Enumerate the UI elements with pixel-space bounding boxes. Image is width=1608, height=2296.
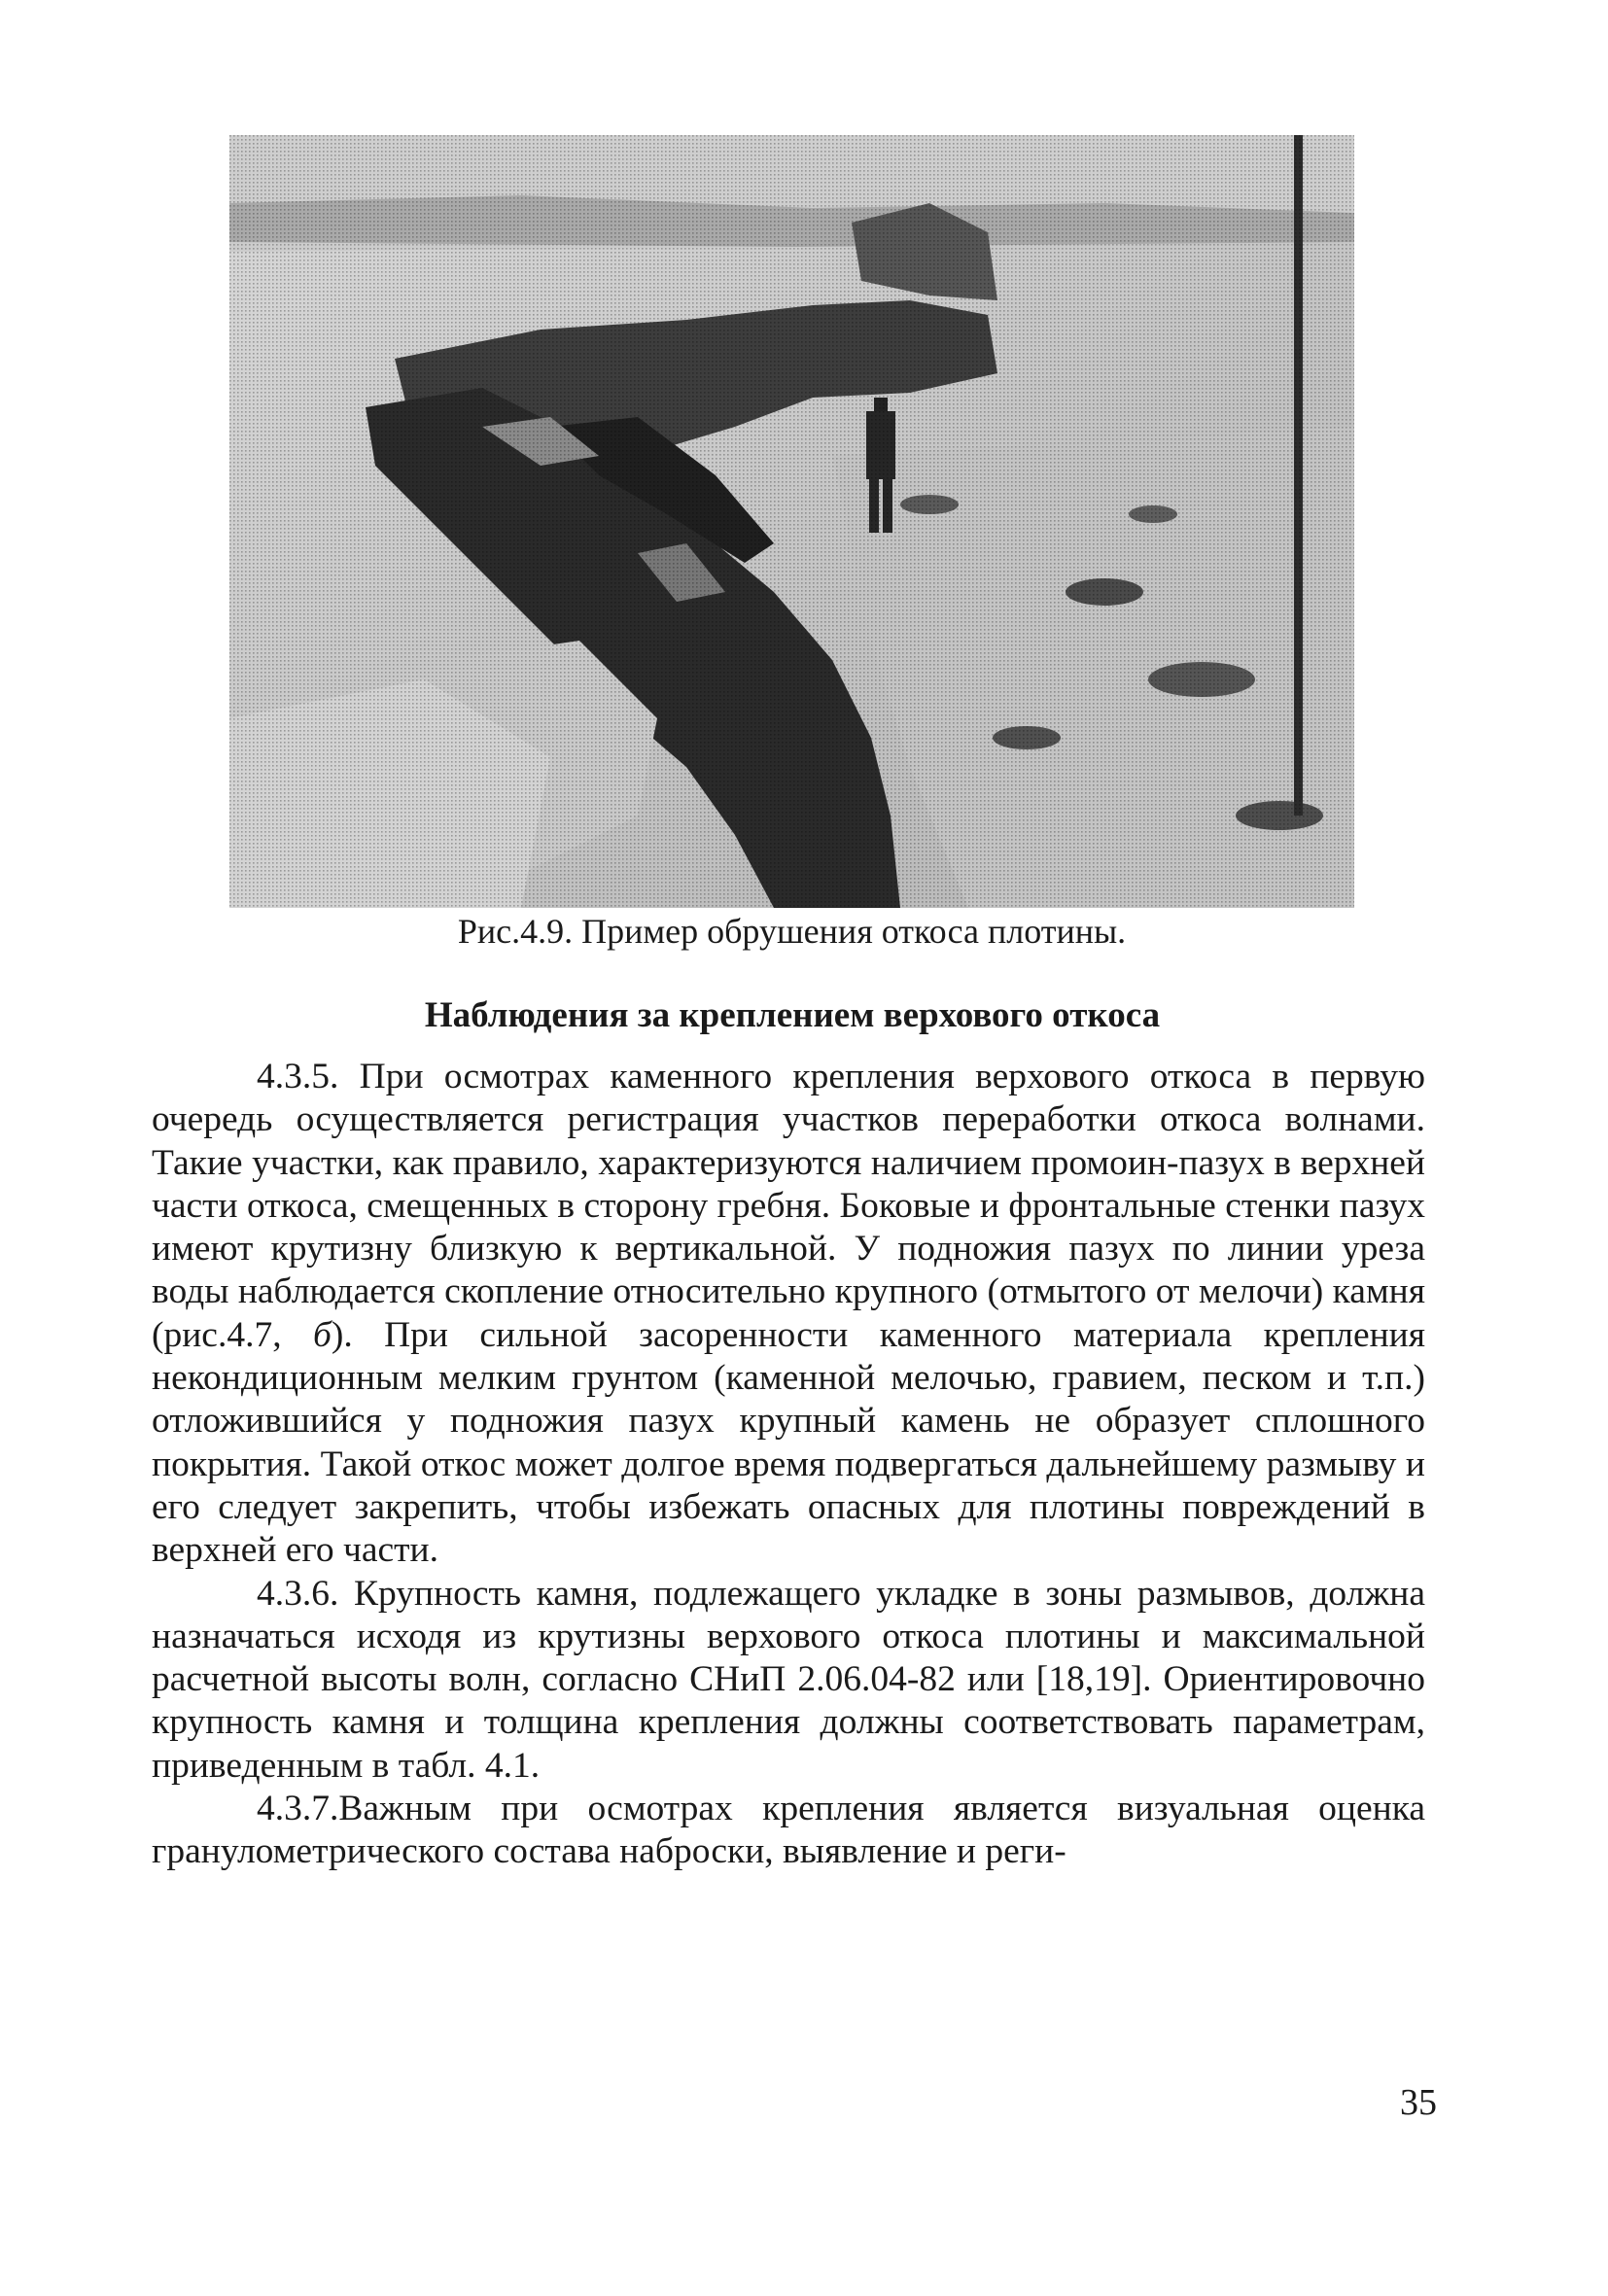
figure-caption: Рис.4.9. Пример обрушения откоса плотины. (457, 912, 1127, 951)
paragraph-text: 4.3.5. При осмотрах каменного крепления верхового откоса в первую очередь осуществляется регистрация участков переработки откоса волнами. Такие участки, как правило, характеризуются наличием промоин-пазух в верхней части откоса, смещенных в сторону гребня. Боковые и фронтальные стенки пазух имеют крутизну близкую к вертикальной. У подножия пазух по линии уреза воды наблюдается скопление относительно крупного (отмытого от мелочи) камня (рис.4.7, (152, 1057, 1425, 1355)
page-number: 35 (1400, 2082, 1437, 2123)
paragraph-4-3-6: 4.3.6. Крупность камня, подлежащего укладке в зоны размывов, должна назначаться исходя из крутизны верхового откоса плотины и максимальной расчетной высоты волн, согласно СНиП 2.06.04-82 или [18,19]. Ориентировочно крупность камня и толщина крепления должны соответствовать параметрам, приведенным в табл. 4.1. (152, 1573, 1425, 1786)
paragraph-4-3-5 (152, 1056, 1425, 1573)
dam-slope-collapse-photo (229, 135, 1354, 908)
paragraph-4-3-7: 4.3.7.Важным при осмотрах крепления является визуальная оценка гранулометрического состава наброски, выявление и реги- (152, 1789, 1425, 1872)
section-heading: Наблюдения за креплением верхового откоса (424, 995, 1161, 1035)
paragraph-text-tail: ). При сильной засоренности каменного материала крепления некондиционным мелким грунтом (каменной мелочью, гравием, песком и т.п.) отложившийся у подножия пазух крупный камень не образует сплошного покрытия. Такой откос может долгое время подвергаться дальнейшему размыву и его следует закрепить, чтобы избежать опасных для плотины повреждений в верхней его части. (152, 1314, 1426, 1571)
figure-reference-italic: б (312, 1314, 332, 1355)
body-text (152, 1056, 1425, 1874)
